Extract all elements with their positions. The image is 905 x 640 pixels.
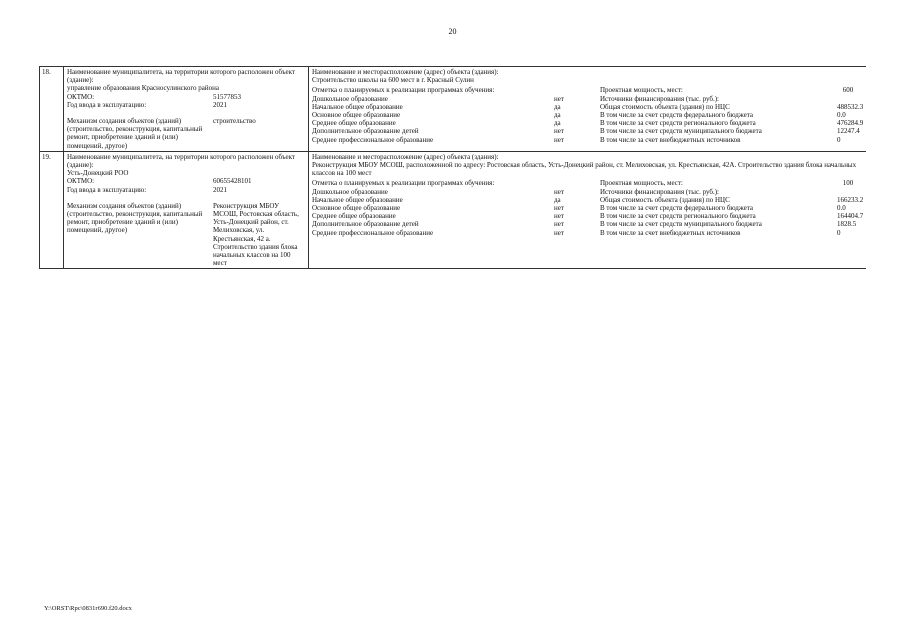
program-flag: нет <box>554 135 564 144</box>
object-value: Строительство школы на 600 мест в г. Красный Сулин <box>312 76 474 85</box>
funding-name: В том числе за счет средств регионального бюджета <box>600 119 756 128</box>
program-flag: да <box>554 102 561 111</box>
object-value: Реконструкция МБОУ МСОШ, расположенной по адресу: Ростовская область, Усть-Донецкий район, ст. Мелиховская, ул. Крестьянская, 42А. Строительство здания блока начальных классов на 100 мест <box>312 161 857 178</box>
entry-number: 19. <box>40 151 64 269</box>
program-flag: нет <box>554 187 564 196</box>
program-flag: нет <box>554 204 564 212</box>
funding-value: 0 <box>837 228 841 237</box>
program-flag: нет <box>554 220 564 229</box>
table-row <box>40 67 866 152</box>
program-name: Дополнительное образование детей <box>312 220 419 229</box>
program-name: Дошкольное образование <box>312 187 388 196</box>
funding-header: Источники финансирования (тыс. руб.): <box>600 187 719 196</box>
capacity-label: Проектная мощность, мест: <box>600 86 683 95</box>
entry-details <box>64 67 309 152</box>
funding-value: 166233.2 <box>837 195 864 204</box>
mechanism-label: Механизм создания объектов (зданий) (строительство, реконструкция, капитальный ремонт, приобретение зданий и (или) помещений, другое) <box>67 201 203 235</box>
object-details <box>309 67 866 152</box>
funding-name: В том числе за счет средств муниципального бюджета <box>600 127 762 136</box>
mechanism-value: Реконструкция МБОУ МСОШ, Ростовская область, Усть-Донецкий район, ст. Мелиховская, ул. Крестьянская, 42 а. Строительство здания блока начальных классов на 100 мест <box>213 201 299 268</box>
program-flag: нет <box>554 127 564 136</box>
program-flag: да <box>554 110 561 119</box>
year-value: 2021 <box>213 185 227 194</box>
funding-value: 488532.3 <box>837 102 864 111</box>
object-label: Наименование и месторасположение (адрес) объекта (здания): <box>312 68 499 76</box>
funding-name: В том числе за счет средств федерального бюджета <box>600 204 753 212</box>
funding-name: В том числе за счет средств муниципального бюджета <box>600 220 762 229</box>
municipality-value: Усть-Донецкий РОО <box>67 169 129 178</box>
funding-name: В том числе за счет средств регионального бюджета <box>600 212 756 221</box>
funding-value: 12247.4 <box>837 127 860 136</box>
program-name: Дополнительное образование детей <box>312 127 419 136</box>
object-label: Наименование и месторасположение (адрес) объекта (здания): <box>312 152 499 161</box>
program-name: Среднее общее образование <box>312 119 396 128</box>
program-name: Дошкольное образование <box>312 94 388 103</box>
program-name: Основное общее образование <box>312 204 401 212</box>
registry-table <box>39 66 866 269</box>
oktmo-value: 60655428101 <box>213 177 252 186</box>
funding-value: 1828.5 <box>837 220 857 229</box>
year-label: Год ввода в эксплуатацию: <box>67 100 147 109</box>
program-name: Среднее общее образование <box>312 212 396 221</box>
oktmo-value: 51577853 <box>213 92 241 101</box>
funding-name: В том числе за счет средств федерального бюджета <box>600 110 753 119</box>
funding-name: Общая стоимость объекта (здания) по НЦС <box>600 195 730 204</box>
funding-name: В том числе за счет внебюджетных источников <box>600 135 741 144</box>
table-row <box>40 151 866 269</box>
funding-value: 164404.7 <box>837 212 864 221</box>
municipality-value: управление образования Красносулинского района <box>67 84 219 93</box>
capacity-value: 600 <box>842 86 854 95</box>
capacity-label: Проектная мощность, мест: <box>600 179 683 188</box>
program-flag: да <box>554 195 561 204</box>
object-details <box>309 151 866 269</box>
year-label: Год ввода в эксплуатацию: <box>67 185 147 194</box>
capacity-value: 100 <box>842 179 854 188</box>
mechanism-label: Механизм создания объектов (зданий) (строительство, реконструкция, капитальный ремонт, приобретение зданий и (или) помещений, другое) <box>67 117 203 150</box>
program-name: Среднее профессиональное образование <box>312 135 434 144</box>
funding-value: 0 <box>837 135 841 144</box>
program-flag: нет <box>554 228 564 237</box>
footer-file-path: Y:\ORST\Rpc\0831r690.f20.docx <box>44 605 132 612</box>
entry-details <box>64 151 309 269</box>
municipality-label: Наименование муниципалитета, на территории которого расположен объект (здание): <box>67 152 295 170</box>
entry-number: 18. <box>40 67 64 152</box>
mechanism-value: строительство <box>213 117 256 126</box>
programs-header: Отметка о планируемых к реализации программах обучения: <box>312 179 495 188</box>
oktmo-label: ОКТМО: <box>67 177 95 186</box>
page-number: 20 <box>448 27 457 36</box>
program-name: Начальное общее образование <box>312 195 403 204</box>
program-flag: да <box>554 119 561 128</box>
year-value: 2021 <box>213 100 227 109</box>
funding-value: 0.0 <box>837 110 846 119</box>
program-name: Среднее профессиональное образование <box>312 228 434 237</box>
program-name: Начальное общее образование <box>312 102 403 111</box>
programs-header: Отметка о планируемых к реализации программах обучения: <box>312 86 495 95</box>
funding-value: 476284.9 <box>837 119 864 128</box>
funding-header: Источники финансирования (тыс. руб.): <box>600 94 719 103</box>
program-flag: нет <box>554 212 564 221</box>
municipality-label: Наименование муниципалитета, на территории которого расположен объект (здание): <box>67 68 295 85</box>
oktmo-label: ОКТМО: <box>67 92 95 101</box>
funding-name: Общая стоимость объекта (здания) по НЦС <box>600 102 730 111</box>
funding-value: 0.0 <box>837 204 846 212</box>
program-flag: нет <box>554 94 564 103</box>
program-name: Основное общее образование <box>312 110 401 119</box>
funding-name: В том числе за счет внебюджетных источников <box>600 228 741 237</box>
